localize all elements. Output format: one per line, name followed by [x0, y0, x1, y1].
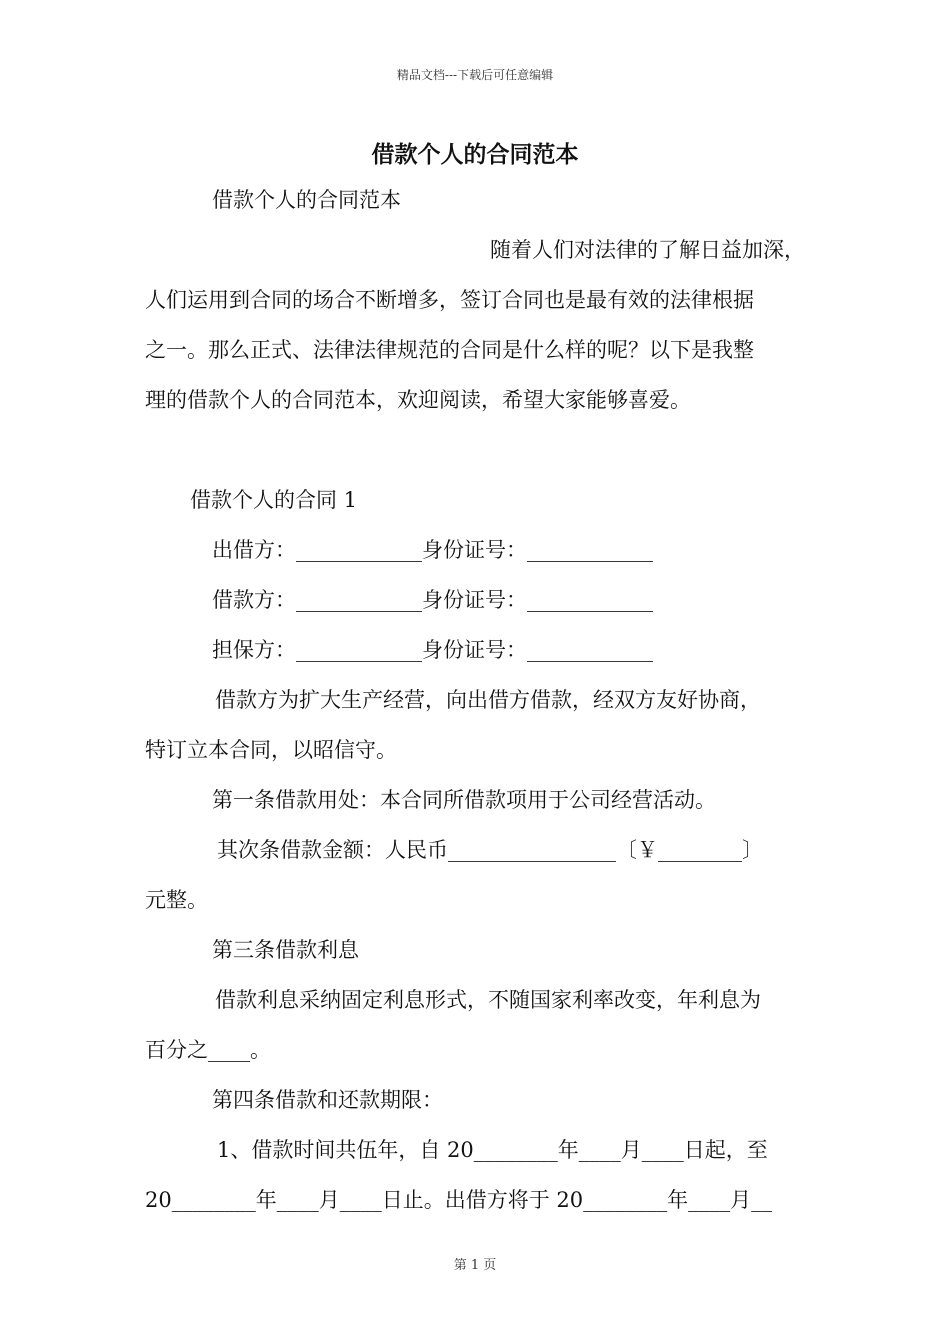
body-line: 元整。 [145, 888, 208, 912]
section-heading: 借款个人的合同 1 [190, 488, 358, 512]
page-header: 精品文档---下载后可任意编辑 [396, 68, 554, 82]
lender-field-line: 出借方：____________身份证号：____________ [212, 538, 653, 562]
clause-line: 其次条借款金额：人民币________________〔￥________〕 [217, 838, 763, 862]
body-line: 人们运用到合同的场合不断增多，签订合同也是最有效的法律根据 [145, 288, 754, 312]
body-line: 理的借款个人的合同范本，欢迎阅读，希望大家能够喜爱。 [145, 388, 691, 412]
subtitle-line: 借款个人的合同范本 [212, 188, 401, 212]
clause-line: 第四条借款和还款期限： [212, 1088, 443, 1112]
body-line: 20________年____月____日止。出借方将于 20________年____月__ [145, 1188, 773, 1212]
body-line: 随着人们对法律的了解日益加深， [490, 238, 805, 262]
body-line: 1、借款时间共伍年，自 20________年____月____日起，至 [217, 1138, 768, 1162]
page-number: 第 1 页 [453, 1258, 497, 1273]
document-title: 借款个人的合同范本 [371, 141, 579, 168]
clause-line: 第三条借款利息 [212, 938, 359, 962]
body-line: 之一。那么正式、法律法律规范的合同是什么样的呢？以下是我整 [145, 338, 754, 362]
clause-line: 第一条借款用处：本合同所借款项用于公司经营活动。 [212, 788, 716, 812]
body-line: 借款利息采纳固定利息形式，不随国家利率改变，年利息为 [215, 988, 761, 1012]
body-line: 百分之____。 [145, 1038, 271, 1062]
guarantor-field-line: 担保方：____________身份证号：____________ [212, 638, 653, 662]
body-line: 特订立本合同，以昭信守。 [145, 738, 397, 762]
borrower-field-line: 借款方：____________身份证号：____________ [212, 588, 653, 612]
body-line: 借款方为扩大生产经营，向出借方借款，经双方友好协商， [215, 688, 761, 712]
